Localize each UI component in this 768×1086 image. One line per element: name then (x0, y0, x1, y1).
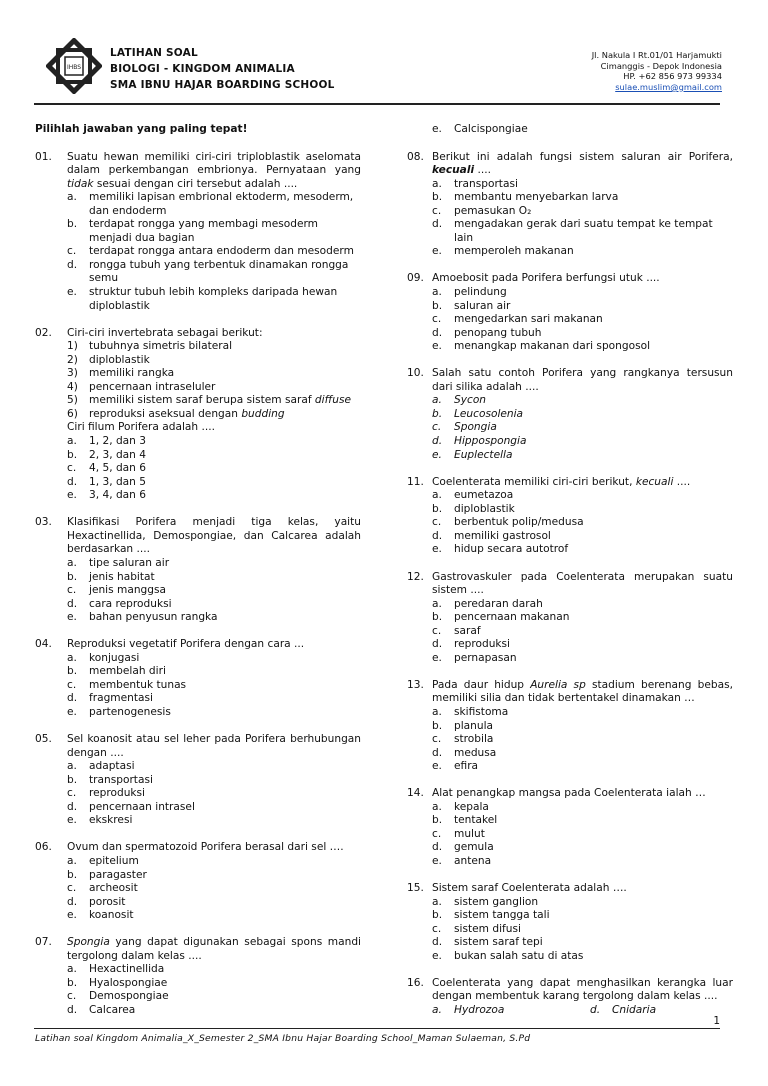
option-a: a. sistem ganglion (432, 895, 539, 908)
question-number: 15. (407, 882, 424, 895)
option-d: d. memiliki gastrosol (432, 529, 551, 542)
statement-6: 6) reproduksi aseksual dengan budding (67, 407, 285, 420)
option-b: b. membantu menyebarkan larva (432, 191, 619, 204)
option-d: d. rongga tubuh yang terbentuk dinamakan rongga semu (67, 258, 349, 285)
question-stem: Coelenterata yang dapat menghasilkan kerangka luar dengan membentuk karang tergolong dalam kelas .... (432, 976, 733, 1003)
option-c: c. Spongia (432, 421, 497, 434)
option-c: c. saraf (432, 624, 481, 637)
option-b: b. membelah diri (67, 665, 166, 678)
option-d: d. reproduksi (432, 638, 511, 651)
option-b: b. pencernaan makanan (432, 611, 570, 624)
question-05 (35, 733, 361, 828)
option-e: e. ekskresi (67, 814, 133, 827)
question-number: 11. (407, 475, 424, 488)
statement-5: 5) memiliki sistem saraf berupa sistem saraf diffuse (67, 394, 351, 407)
option-b: b. jenis habitat (67, 570, 155, 583)
option-b: b. terdapat rongga yang membagi mesoderm menjadi dua bagian (67, 218, 318, 244)
option-b: b. saluran air (432, 299, 511, 312)
option-e: e. bukan salah satu di atas (432, 949, 584, 962)
question-number: 09. (407, 272, 424, 285)
question-stem: Coelenterata memiliki ciri-ciri berikut, kecuali .... (432, 475, 691, 488)
logo-text: IHBS (66, 64, 82, 71)
option-d: d. pencernaan intrasel (67, 800, 195, 813)
option-b: b. Hyalospongiae (67, 976, 168, 989)
question-stem: Berikut ini adalah fungsi sistem saluran air Porifera, kecuali .... (432, 150, 733, 177)
option-d: d. medusa (432, 746, 497, 759)
contact-block (592, 50, 722, 92)
option-e: e. koanosit (67, 909, 134, 922)
option-a: a. Sycon (432, 394, 487, 407)
left-column (35, 123, 361, 1031)
option-b: b. diploblastik (432, 502, 515, 515)
question-number: 03. (35, 516, 52, 529)
option-a: a. peredaran darah (432, 597, 543, 610)
footer-text: Latihan soal Kingdom Animalia_X_Semester 2_SMA Ibnu Hajar Boarding School_Maman Sulaeman, S.Pd (35, 1033, 531, 1044)
question-01 (35, 151, 361, 314)
question-07-continued (407, 123, 733, 137)
question-06 (35, 841, 361, 922)
question-stem: Alat penangkap mangsa pada Coelenterata ialah … (432, 787, 706, 800)
option-e: e. Euplectella (432, 448, 513, 461)
phone-line: HP. +62 856 973 99334 (623, 71, 722, 82)
title-line-1: LATIHAN SOAL (110, 47, 198, 59)
question-02 (35, 327, 361, 503)
question-stem: Reproduksi vegetatif Porifera dengan cara ... (67, 638, 305, 651)
option-a: a. transportasi (432, 177, 518, 190)
option-e: e. partenogenesis (67, 705, 171, 718)
option-b: b. planula (432, 719, 494, 732)
option-c: c. strobila (432, 733, 494, 746)
title-line-2: BIOLOGI - KINGDOM ANIMALIA (110, 63, 295, 75)
page-number: 1 (713, 1015, 720, 1027)
question-number: 01. (35, 150, 52, 163)
option-c: c. 4, 5, dan 6 (67, 462, 146, 475)
footer-divider (34, 1028, 720, 1029)
option-c: c. Demospongiae (67, 990, 169, 1003)
question-stem: Pada daur hidup Aurelia sp stadium berenang bebas, memiliki silia dan tidak bertentakel dinamakan … (432, 678, 733, 705)
options-row (407, 1004, 733, 1018)
question-number: 04. (35, 638, 52, 651)
email-link[interactable]: sulae.muslim@gmail.com (615, 81, 722, 92)
option-a: a. memiliki lapisan embrional ektoderm, mesoderm, dan endoderm (67, 191, 354, 217)
question-number: 14. (407, 787, 424, 800)
option-e: e. hidup secara autotrof (432, 543, 569, 556)
option-c: c. jenis manggsa (67, 584, 166, 597)
question-number: 05. (35, 733, 52, 746)
option-e: e. antena (432, 854, 492, 867)
question-stem: Gastrovaskuler pada Coelenterata merupakan suatu sistem .... (432, 570, 733, 597)
option-e: e. struktur tubuh lebih kompleks daripada hewan diploblastik (67, 286, 338, 312)
option-b: b. tentakel (432, 814, 498, 827)
option-c: c. sistem difusi (432, 922, 521, 935)
question-tail: Ciri filum Porifera adalah .... (67, 421, 215, 434)
header-divider (34, 103, 720, 105)
option-a: a. pelindung (432, 286, 507, 299)
question-stem: Sistem saraf Coelenterata adalah …. (432, 882, 627, 895)
question-03 (35, 516, 361, 624)
option-c: c. membentuk tunas (67, 678, 187, 691)
option-d: d. gemula (432, 841, 494, 854)
option-c: c. mulut (432, 827, 485, 840)
option-d: d. Calcarea (67, 1004, 136, 1016)
address-line-2: Cimanggis - Depok Indonesia (600, 60, 722, 71)
statement-4: 4) pencernaan intraseluler (67, 380, 216, 393)
option-b: b. Leucosolenia (432, 407, 524, 420)
option-c: c. archeosit (67, 882, 138, 895)
option-a: a. epitelium (67, 854, 139, 867)
option-d: d. fragmentasi (67, 692, 153, 705)
question-stem: Klasifikasi Porifera menjadi tiga kelas, yaitu Hexactinellida, Demospongiae, dan Calcarea adalah berdasarkan .... (67, 516, 361, 556)
school-logo-icon (46, 38, 102, 94)
option-d: d. Cnidaria (590, 1004, 657, 1016)
option-a: a. adaptasi (67, 760, 135, 773)
option-a: a. eumetazoa (432, 489, 514, 502)
option-d: d. Hippospongia (432, 435, 527, 448)
instruction: Pilihlah jawaban yang paling tepat! (35, 123, 248, 135)
question-stem: Sel koanosit atau sel leher pada Porifera berhubungan dengan .... (67, 733, 361, 759)
option-e: e. efira (432, 760, 479, 773)
question-04 (35, 638, 361, 719)
question-08 (407, 151, 733, 259)
question-15 (407, 882, 733, 963)
option-a: a. Hexactinellida (67, 963, 165, 976)
option-a: a. Hydrozoa (432, 1004, 505, 1016)
question-number: 06. (35, 841, 52, 854)
statement-2: 2) diploblastik (67, 353, 150, 366)
option-b: b. sistem tangga tali (432, 909, 550, 922)
question-14 (407, 787, 733, 868)
question-stem: Amoebosit pada Porifera berfungsi utuk .... (432, 272, 660, 285)
option-d: d. 1, 3, dan 5 (67, 475, 146, 488)
option-d: d. porosit (67, 895, 126, 908)
option-a: a. kepala (432, 800, 489, 813)
question-07 (35, 936, 361, 1017)
option-b: b. transportasi (67, 773, 153, 786)
question-number: 10. (407, 367, 424, 380)
question-09 (407, 272, 733, 353)
option-a: a. tipe saluran air (67, 556, 170, 569)
statement-1: 1) tubuhnya simetris bilateral (67, 340, 233, 353)
question-number: 07. (35, 936, 52, 949)
option-d: d. mengadakan gerak dari suatu tempat ke tempat lain (432, 218, 713, 244)
question-stem: Salah satu contoh Porifera yang rangkanya tersusun dari silika adalah .... (432, 367, 733, 393)
option-c: c. mengedarkan sari makanan (432, 313, 603, 326)
option-a: a. 1, 2, dan 3 (67, 435, 146, 448)
title-line-3: SMA IBNU HAJAR BOARDING SCHOOL (110, 79, 335, 91)
right-column (407, 123, 733, 1018)
option-c: c. pemasukan O₂ (432, 204, 532, 217)
option-a: a. skifistoma (432, 705, 509, 718)
option-b: b. 2, 3, dan 4 (67, 448, 146, 461)
statement-3: 3) memiliki rangka (67, 367, 175, 380)
option-c: c. berbentuk polip/medusa (432, 516, 584, 529)
option-e: e. Calcispongiae (432, 123, 528, 135)
option-a: a. konjugasi (67, 651, 140, 664)
question-number: 13. (407, 678, 424, 691)
document-title (110, 45, 335, 93)
option-d: d. penopang tubuh (432, 326, 542, 339)
option-e: e. bahan penyusun rangka (67, 611, 218, 624)
question-number: 16. (407, 976, 424, 989)
question-number: 08. (407, 150, 424, 163)
address-line-1: Jl. Nakula I Rt.01/01 Harjamukti (591, 50, 722, 60)
option-e: e. pernapasan (432, 651, 517, 664)
question-13 (407, 679, 733, 774)
question-11 (407, 476, 733, 557)
question-stem: Suatu hewan memiliki ciri-ciri triploblastik aselomata dalam perkembangan embrionya. Pernyataan yang tidak sesuai dengan ciri tersebut adalah .... (67, 150, 361, 190)
question-stem: Spongia yang dapat digunakan sebagai spons mandi tergolong dalam kelas .... (67, 936, 361, 962)
option-c: c. reproduksi (67, 787, 146, 800)
question-number: 02. (35, 326, 52, 339)
option-e: e. memperoleh makanan (432, 245, 574, 258)
question-number: 12. (407, 570, 424, 583)
question-16 (407, 977, 733, 1018)
question-stem: Ovum dan spermatozoid Porifera berasal dari sel …. (67, 841, 344, 854)
option-e: e. 3, 4, dan 6 (67, 489, 146, 502)
option-b: b. paragaster (67, 868, 147, 881)
question-stem: Ciri-ciri invertebrata sebagai berikut: (67, 326, 263, 339)
option-c: c. terdapat rongga antara endoderm dan mesoderm (67, 245, 354, 258)
option-e: e. menangkap makanan dari spongosol (432, 340, 651, 353)
question-12 (407, 571, 733, 666)
question-10 (407, 367, 733, 462)
option-d: d. cara reproduksi (67, 597, 172, 610)
option-d: d. sistem saraf tepi (432, 936, 543, 949)
